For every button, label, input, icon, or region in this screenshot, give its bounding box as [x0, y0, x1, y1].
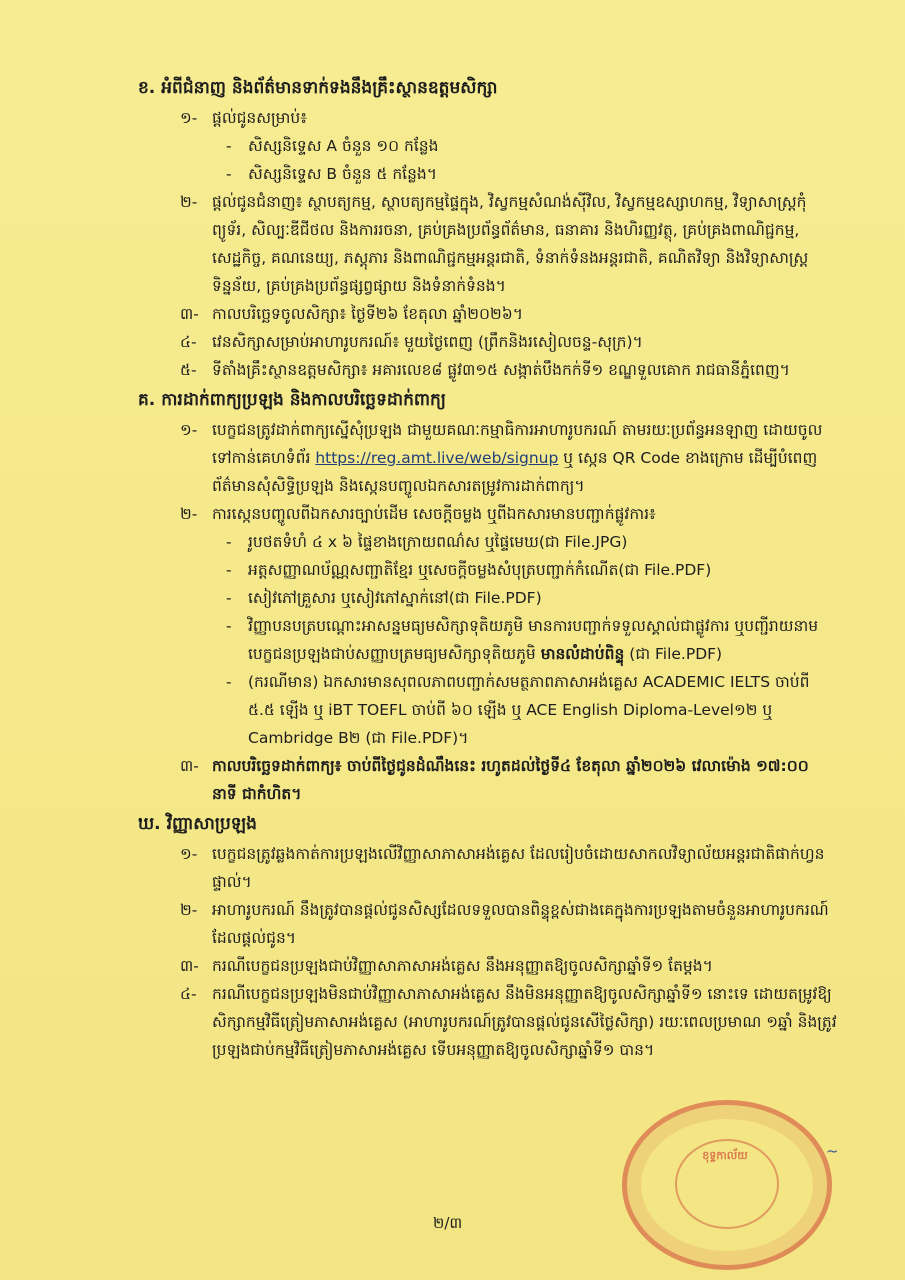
item-text: កាលបរិច្ឆេទដាក់ពាក្យ៖ ចាប់ពីថ្ងៃជូនដំណឹងនេះ រហូតដល់ថ្ងៃទី៤ ខែតុលា ឆ្នាំ២០២៦ វេលាម៉ោង ១៧:០០ នាទី ជាកំហិត។ [212, 757, 809, 803]
list-item [138, 752, 838, 808]
bullet-dash: - [226, 137, 232, 155]
doc-text-part: (ជា File.PDF) [629, 645, 723, 663]
doc-text-bold: មានលំដាប់ពិន្ទុ [540, 645, 625, 663]
section-ko-label: គ. [138, 390, 156, 410]
doc-text: រូបថតទំហំ ៤ x ៦ ផ្ទៃខាងក្រោយពណ៌ស ឬផ្ទៃមេឃ(ជា File.JPG) [248, 533, 628, 551]
list-item [138, 328, 838, 356]
bullet-dash: - [226, 673, 232, 691]
margin-mark: ~ [826, 1142, 839, 1160]
bullet-dash: - [226, 617, 232, 635]
seat-text: សិស្សនិទ្ទេស A ចំនួន ១០ កន្លែង [248, 137, 439, 155]
item-number: ១- [180, 421, 198, 439]
section-ko-title: ការដាក់ពាក្យប្រឡង និងកាលបរិច្ឆេទដាក់ពាក្យ [161, 390, 446, 410]
doc-text: សៀវភៅគ្រួសារ ឬសៀវភៅស្នាក់នៅ(ជា File.PDF) [248, 589, 542, 607]
item-text: ផ្តល់ជូនជំនាញ៖ ស្ថាបត្យកម្ម, ស្ថាបត្យកម្មផ្ទៃក្នុង, វិស្វកម្មសំណង់ស៊ីវិល, វិស្វកម្មឧស្សាហកម្ម, វិទ្យាសាស្ត្រកុំព្យូទ័រ, សិល្បៈឌីជីថល និងការរចនា, គ្រប់គ្រងប្រព័ន្ធព័ត៌មាន, ធនាគារ និងហិរញ្ញវត្ថុ, គ្រប់គ្រងពាណិជ្ជកម្ម, សេដ្ឋកិច្ច, គណនេយ្យ, ភស្តុភារ និងពាណិជ្ជកម្មអន្តរជាតិ, ទំនាក់ទំនងអន្តរជាតិ, គណិតវិទ្យា និងវិទ្យាសាស្ត្រទិន្នន័យ, គ្រប់គ្រងប្រព័ន្ធផ្សព្វផ្សាយ និងទំនាក់ទំនង។ [212, 193, 809, 295]
item-text: ករណីបេក្ខជនប្រឡងជាប់វិញ្ញាសាភាសាអង់គ្លេស នឹងអនុញ្ញាតឱ្យចូលសិក្សាឆ្នាំទី១ តែម្តង។ [212, 957, 713, 975]
seat-text: សិស្សនិទ្ទេស B ចំនួន ៥ កន្លែង។ [248, 165, 437, 183]
list-item [138, 300, 838, 328]
item-text: ផ្តល់ជូនសម្រាប់៖ [212, 109, 308, 127]
bullet-dash: - [226, 589, 232, 607]
doc-text [248, 612, 838, 668]
item-number: ៣- [180, 305, 199, 323]
list-item [138, 896, 838, 952]
section-kha-label: ខ. [138, 78, 156, 98]
sub-item [138, 160, 838, 188]
sub-item [138, 556, 838, 584]
item-number: ៣- [180, 957, 199, 975]
item-number: ៤- [180, 985, 197, 1003]
item-text: ការស្កេនបញ្ចូលពីឯកសារច្បាប់ដើម សេចក្តីចម្លង ឬពីឯកសារមានបញ្ជាក់ផ្លូវការ៖ [212, 505, 656, 523]
doc-text-part: វិញ្ញាបនបត្របណ្តោះអាសន្នមធ្យមសិក្សាទុតិយភូមិ មានការបញ្ជាក់ទទួលស្គាល់ជាផ្លូវការ ឬបញ្ជីរាយនាមបេក្ខជនប្រឡងជាប់សញ្ញាបត្រមធ្យមសិក្សាទុតិយភូមិ [248, 617, 819, 663]
list-item [138, 416, 838, 500]
item-text: ករណីបេក្ខជនប្រឡងមិនជាប់វិញ្ញាសាភាសាអង់គ្លេស នឹងមិនអនុញ្ញាតឱ្យចូលសិក្សាឆ្នាំទី១ នោះទេ ដោយតម្រូវឱ្យសិក្សាកម្មវិធីត្រៀមភាសាអង់គ្លេស (អាហារូបករណ៍ត្រូវបានផ្តល់ជូនសើថ្លៃសិក្សា) រយៈពេលប្រមាណ ១ឆ្នាំ និងត្រូវប្រឡងជាប់កម្មវិធីត្រៀមភាសាអង់គ្លេស ទើបអនុញ្ញាតឱ្យចូលសិក្សាឆ្នាំទី១ បាន។ [212, 985, 837, 1059]
sub-item [138, 612, 838, 668]
item-number: ២- [180, 193, 198, 211]
list-item [138, 500, 838, 528]
item-number: ២- [180, 505, 198, 523]
bullet-dash: - [226, 533, 232, 551]
item-text-part: បេក្ខជនត្រូវដាក់ពាក្យស្នើសុំប្រឡង ជាមួយគណៈកម្មាធិការអាហារូបករណ៍ តាមរយៈប្រព័ន្ធអនឡាញ ដោយចូលទៅកាន់គេហទំព័រ [212, 421, 823, 467]
item-text-part: ឬ ស្កេន QR Code ខាងក្រោម ដើម្បីបំពេញព័ត៌មានសុំសិទ្ធិប្រឡង និងស្កេនបញ្ចូលឯកសារតម្រូវការដាក់ពាក្យ។ [212, 449, 818, 495]
section-kho-heading [138, 810, 838, 838]
item-number: ១- [180, 109, 198, 127]
item-number: ៥- [180, 361, 197, 379]
bullet-dash: - [226, 165, 232, 183]
doc-text: (ករណីមាន) ឯកសារមានសុពលភាពបញ្ជាក់សមត្ថភាពភាសាអង់គ្លេស ACADEMIC IELTS ចាប់ពី ៥.៥ ឡើង ឬ iBT TOEFL ចាប់ពី ៦០ ឡើង ឬ ACE English Diploma-Level១២ ឬ Cambridge B២ (ជា File.PDF)។ [248, 673, 810, 747]
sub-item [138, 584, 838, 612]
signup-link[interactable]: https://reg.amt.live/web/signup [315, 449, 559, 467]
item-text: បេក្ខជនត្រូវឆ្លងកាត់ការប្រឡងលើវិញ្ញាសាភាសាអង់គ្លេស ដែលរៀបចំដោយសាកលវិទ្យាល័យអន្តរជាតិផាក់ហ្វនផ្ទាល់។ [212, 845, 825, 891]
official-seal [622, 1100, 832, 1270]
list-item [138, 188, 838, 300]
section-kho-label: ឃ. [138, 814, 161, 834]
item-text: កាលបរិច្ឆេទចូលសិក្សា៖ ថ្ងៃទី២៦ ខែតុលា ឆ្នាំ២០២៦។ [212, 305, 523, 323]
list-item [138, 104, 838, 132]
page-number: ២/៣ [433, 1214, 463, 1232]
item-text [212, 416, 838, 500]
bullet-dash: - [226, 561, 232, 579]
doc-text: អត្តសញ្ញាណប័ណ្ណសញ្ជាតិខ្មែរ ឬសេចក្តីចម្លងសំបុត្របញ្ជាក់កំណើត(ជា File.PDF) [248, 561, 712, 579]
item-number: ៤- [180, 333, 197, 351]
list-item [138, 980, 838, 1064]
section-ko-heading [138, 386, 838, 414]
list-item [138, 840, 838, 896]
section-kha-title: អំពីជំនាញ និងព័ត៌មានទាក់ទងនឹងគ្រឹះស្ថានឧត្តមសិក្សា [161, 78, 498, 98]
document-body [138, 72, 838, 1064]
item-text: ទីតាំងគ្រឹះស្ថានឧត្តមសិក្សា៖ អគារលេខ៨ ផ្លូវ៣១៥ សង្កាត់បឹងកក់ទី១ ខណ្ឌទួលគោក រាជធានីភ្នំពេញ។ [212, 361, 790, 379]
section-kha-heading [138, 74, 838, 102]
sub-item [138, 668, 838, 752]
item-text: វេនសិក្សាសម្រាប់អាហារូបករណ៍៖ មួយថ្ងៃពេញ (ព្រឹកនិងរសៀលចន្ទ-សុក្រ)។ [212, 333, 643, 351]
list-item [138, 356, 838, 384]
sub-item [138, 528, 838, 556]
section-kho-title: វិញ្ញាសាប្រឡង [166, 814, 257, 834]
item-number: ២- [180, 901, 198, 919]
list-item [138, 952, 838, 980]
item-number: ១- [180, 845, 198, 863]
item-text: អាហារូបករណ៍ នឹងត្រូវបានផ្តល់ជូនសិស្សដែលទទួលបានពិន្ទុខ្ពស់ជាងគេក្នុងការប្រឡងតាមចំនួនអាហារូបករណ៍ដែលផ្តល់ជូន។ [212, 901, 829, 947]
sub-item [138, 132, 838, 160]
item-number: ៣- [180, 757, 199, 775]
seal-text: ខុទ្ទកាល័យ [702, 1149, 748, 1162]
